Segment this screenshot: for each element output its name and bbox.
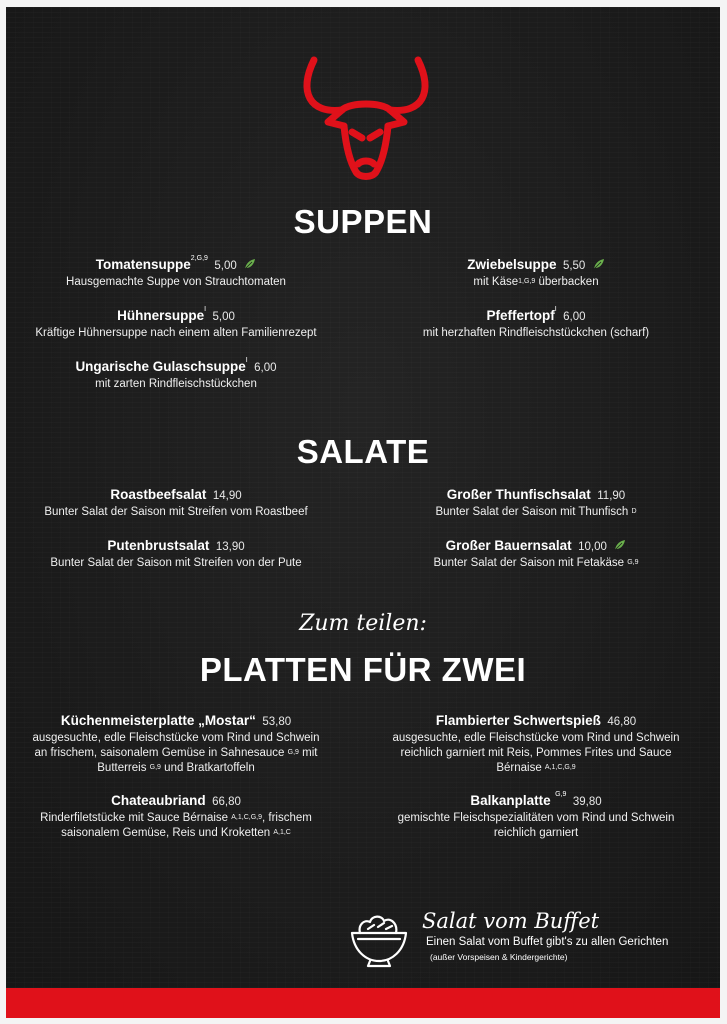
menu-item-gulaschsuppe xyxy=(6,358,346,392)
allergen-note: D xyxy=(631,508,637,515)
item-price: 10,00 xyxy=(578,541,607,553)
item-price: 39,80 xyxy=(572,796,602,808)
item-price: 14,90 xyxy=(212,490,242,502)
desc-part: Butterreis xyxy=(97,762,147,774)
item-description: Hausgemachte Suppe von Strauchtomaten xyxy=(66,276,286,288)
footer-red-bar xyxy=(6,988,720,1018)
menu-item-tomatensuppe xyxy=(6,256,346,290)
bull-head-icon xyxy=(296,52,436,187)
allergen-note: G,9 xyxy=(555,791,567,798)
item-description xyxy=(366,811,706,841)
item-price: 66,80 xyxy=(212,796,241,808)
item-name: Großer Thunfischsalat xyxy=(446,487,591,502)
item-price: 46,80 xyxy=(607,716,637,728)
desc-part: , frischem xyxy=(262,812,312,824)
desc-part: Bunter Salat der Saison mit Fetakäse xyxy=(433,557,624,569)
item-description: Bunter Salat der Saison mit Streifen von der Pute xyxy=(50,557,302,569)
item-name: Tomatensuppe xyxy=(95,257,191,272)
desc-part: Bunter Salat der Saison mit Thunfisch xyxy=(435,506,629,518)
allergen-note: G,9 xyxy=(627,559,639,566)
desc-line xyxy=(6,811,346,826)
item-name: Ungarische Gulaschsuppe xyxy=(75,359,246,374)
menu-item-roastbeefsalat xyxy=(6,486,346,520)
item-name: Pfeffertopf xyxy=(486,308,555,323)
buffet-text: Einen Salat vom Buffet gibt's zu allen Gerichten xyxy=(426,936,669,948)
allergen-note: A,1,C,G,9 xyxy=(544,764,576,771)
section-title-salate: SALATE xyxy=(296,433,430,470)
allergen-note: A,1,C xyxy=(273,829,291,836)
menu-item-pfeffertopf xyxy=(366,307,706,341)
allergen-note: I xyxy=(554,306,557,313)
desc-line: reichlich garniert mit Reis, Pommes Frites und Sauce xyxy=(400,747,672,759)
menu-item-thunfischsalat xyxy=(366,486,706,520)
vegetarian-leaf-icon xyxy=(593,258,605,270)
item-name: Chateaubriand xyxy=(111,793,206,808)
item-description: Kräftige Hühnersuppe nach einem alten Familienrezept xyxy=(35,327,317,339)
vegetarian-leaf-icon xyxy=(244,258,256,270)
salad-bowl-icon xyxy=(346,909,412,969)
item-price: 6,00 xyxy=(563,311,586,323)
desc-line: ausgesuchte, edle Fleischstücke vom Rind und Schwein xyxy=(392,732,680,744)
item-price: 5,00 xyxy=(212,311,235,323)
desc-part: saisonalem Gemüse, Reis und Kroketten xyxy=(61,827,271,839)
item-description xyxy=(366,505,706,520)
section-kicker: Zum teilen: xyxy=(299,611,427,636)
menu-item-kuechenmeisterplatte xyxy=(6,712,346,776)
menu-item-putenbrustsalat xyxy=(6,537,346,571)
menu-item-zwiebelsuppe xyxy=(366,256,706,290)
desc-line: gemischte Fleischspezialitäten vom Rind und Schwein xyxy=(397,812,675,824)
item-name: Flambierter Schwertspieß xyxy=(435,713,601,728)
allergen-note: 2,G,9 xyxy=(190,255,208,262)
buffet-title: Salat vom Buffet xyxy=(422,909,600,933)
item-description xyxy=(6,731,346,776)
allergen-note: G,9 xyxy=(287,749,299,756)
desc-line xyxy=(6,826,346,841)
item-description xyxy=(366,556,706,571)
allergen-note: 1,G,9 xyxy=(518,278,536,285)
allergen-note: I xyxy=(204,306,207,313)
desc-part: und Bratkartoffeln xyxy=(164,762,255,774)
item-name: Putenbrustsalat xyxy=(107,538,210,553)
section-title-suppen: SUPPEN xyxy=(293,203,433,240)
menu-item-huehnersuppe xyxy=(6,307,346,341)
item-price: 5,50 xyxy=(562,260,586,272)
desc-part: Bérnaise xyxy=(496,762,542,774)
item-description: Bunter Salat der Saison mit Streifen vom Roastbeef xyxy=(44,506,308,518)
desc-part: Rinderfiletstücke mit Sauce Bérnaise xyxy=(40,812,229,824)
section-title-platten: PLATTEN FÜR ZWEI xyxy=(199,651,527,688)
item-name: Roastbeefsalat xyxy=(110,487,207,502)
item-description xyxy=(366,731,706,776)
menu-item-balkanplatte xyxy=(366,792,706,841)
item-price: 13,90 xyxy=(215,541,245,553)
desc-line xyxy=(6,761,346,776)
allergen-note: G,9 xyxy=(149,764,161,771)
desc-part: überbacken xyxy=(538,276,599,288)
desc-part: mit Käse xyxy=(473,276,519,288)
desc-line xyxy=(6,746,346,761)
menu-item-chateaubriand xyxy=(6,792,346,841)
item-description xyxy=(366,275,706,290)
desc-line: reichlich garniert xyxy=(493,827,579,839)
desc-part: mit xyxy=(302,747,318,759)
item-price: 53,80 xyxy=(262,716,292,728)
desc-line xyxy=(366,761,706,776)
item-description: mit zarten Rindfleischstückchen xyxy=(95,378,257,390)
desc-part: an frischem, saisonalem Gemüse in Sahnesauce xyxy=(34,747,285,759)
item-price: 6,00 xyxy=(254,362,277,374)
item-price: 11,90 xyxy=(597,490,626,502)
menu-page xyxy=(6,7,720,1018)
item-description xyxy=(6,811,346,841)
item-name: Balkanplatte xyxy=(470,793,551,808)
item-price: 5,00 xyxy=(214,260,237,272)
item-name: Hühnersuppe xyxy=(117,308,205,323)
item-description: mit herzhaften Rindfleischstückchen (scharf) xyxy=(422,327,650,339)
menu-item-bauernsalat xyxy=(366,537,706,571)
item-name: Zwiebelsuppe xyxy=(467,257,557,272)
item-name: Küchenmeisterplatte „Mostar“ xyxy=(60,713,256,728)
allergen-note: A,1,C,G,9 xyxy=(231,814,262,821)
menu-item-schwertspiess xyxy=(366,712,706,776)
allergen-note: I xyxy=(245,357,248,364)
desc-line: ausgesuchte, edle Fleischstücke vom Rind und Schwein xyxy=(32,732,320,744)
vegetarian-leaf-icon xyxy=(614,539,626,551)
buffet-note: (außer Vorspeisen & Kindergerichte) xyxy=(430,952,568,962)
item-name: Großer Bauernsalat xyxy=(445,538,572,553)
